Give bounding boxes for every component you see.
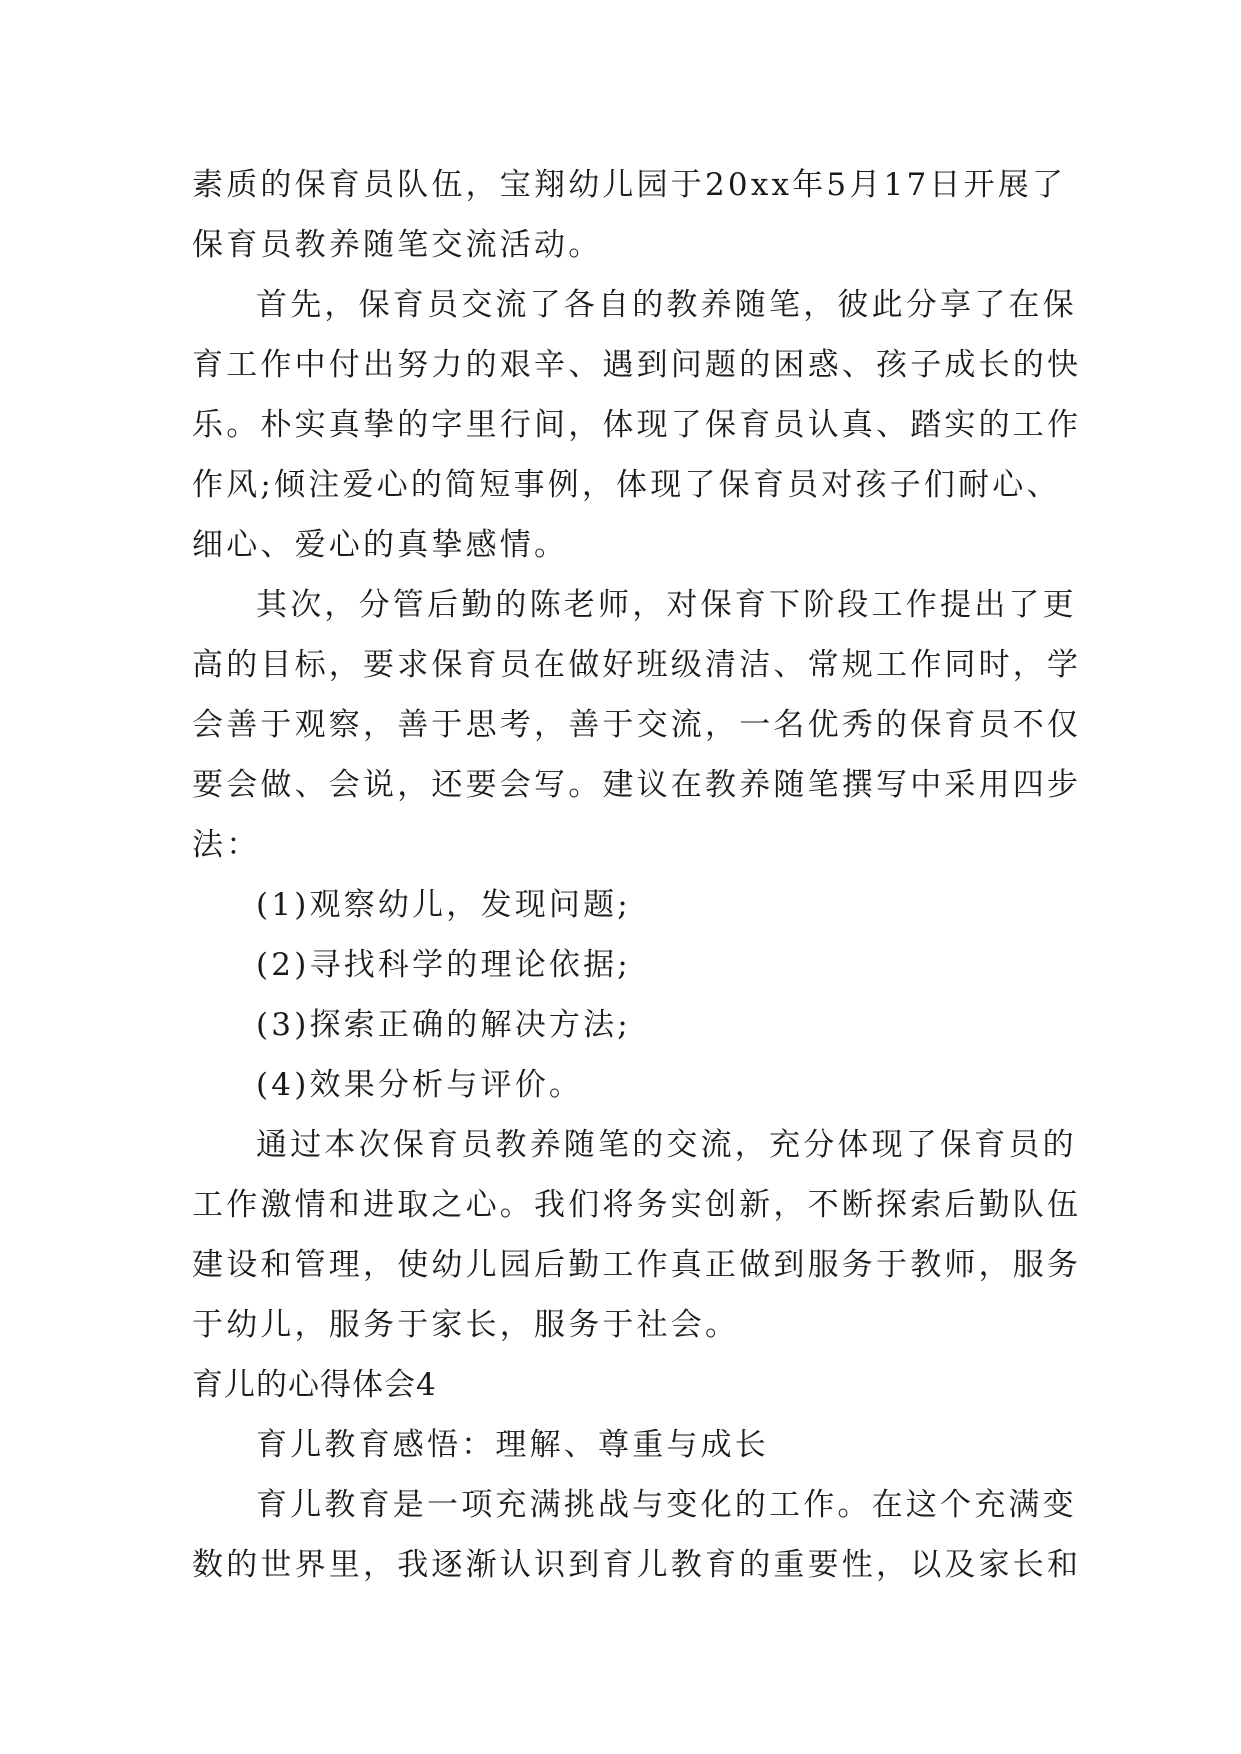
paragraph-line: 素质的保育员队伍，宝翔幼儿园于20xx年5月17日开展了: [192, 167, 1067, 203]
paragraph-line: 保育员教养随笔交流活动。: [192, 227, 603, 263]
paragraph-line: 建设和管理，使幼儿园后勤工作真正做到服务于教师，服务: [192, 1247, 1082, 1283]
paragraph-line: 首先，保育员交流了各自的教养随笔，彼此分享了在保: [256, 287, 1077, 323]
paragraph-line: 于幼儿，服务于家长，服务于社会。: [192, 1307, 740, 1343]
document-page: [192, 155, 1082, 1595]
paragraph-line: 其次，分管后勤的陈老师，对保育下阶段工作提出了更: [256, 587, 1077, 623]
list-item: (3)探索正确的解决方法;: [256, 1007, 631, 1043]
paragraph-line: 法：: [192, 827, 261, 863]
paragraph-line: 工作激情和进取之心。我们将务实创新，不断探索后勤队伍: [192, 1187, 1082, 1223]
subtitle-line: 育儿教育感悟：理解、尊重与成长: [256, 1427, 769, 1463]
paragraph-line: 高的目标，要求保育员在做好班级清洁、常规工作同时，学: [192, 647, 1082, 683]
list-item: (4)效果分析与评价。: [256, 1067, 584, 1103]
section-heading: 育儿的心得体会4: [192, 1367, 437, 1403]
paragraph-line: 乐。朴实真挚的字里行间，体现了保育员认真、踏实的工作: [192, 407, 1082, 443]
list-item: (2)寻找科学的理论依据;: [256, 947, 631, 983]
paragraph-line: 育儿教育是一项充满挑战与变化的工作。在这个充满变: [256, 1487, 1077, 1523]
list-item: (1)观察幼儿，发现问题;: [256, 887, 631, 923]
paragraph-line: 数的世界里，我逐渐认识到育儿教育的重要性，以及家长和: [192, 1547, 1082, 1583]
paragraph-line: 要会做、会说，还要会写。建议在教养随笔撰写中采用四步: [192, 767, 1082, 803]
paragraph-line: 通过本次保育员教养随笔的交流，充分体现了保育员的: [256, 1127, 1077, 1163]
paragraph-line: 会善于观察，善于思考，善于交流，一名优秀的保育员不仅: [192, 707, 1082, 743]
paragraph-line: 细心、爱心的真挚感情。: [192, 527, 569, 563]
paragraph-line: 育工作中付出努力的艰辛、遇到问题的困惑、孩子成长的快: [192, 347, 1082, 383]
paragraph-line: 作风;倾注爱心的简短事例，体现了保育员对孩子们耐心、: [192, 467, 1061, 503]
